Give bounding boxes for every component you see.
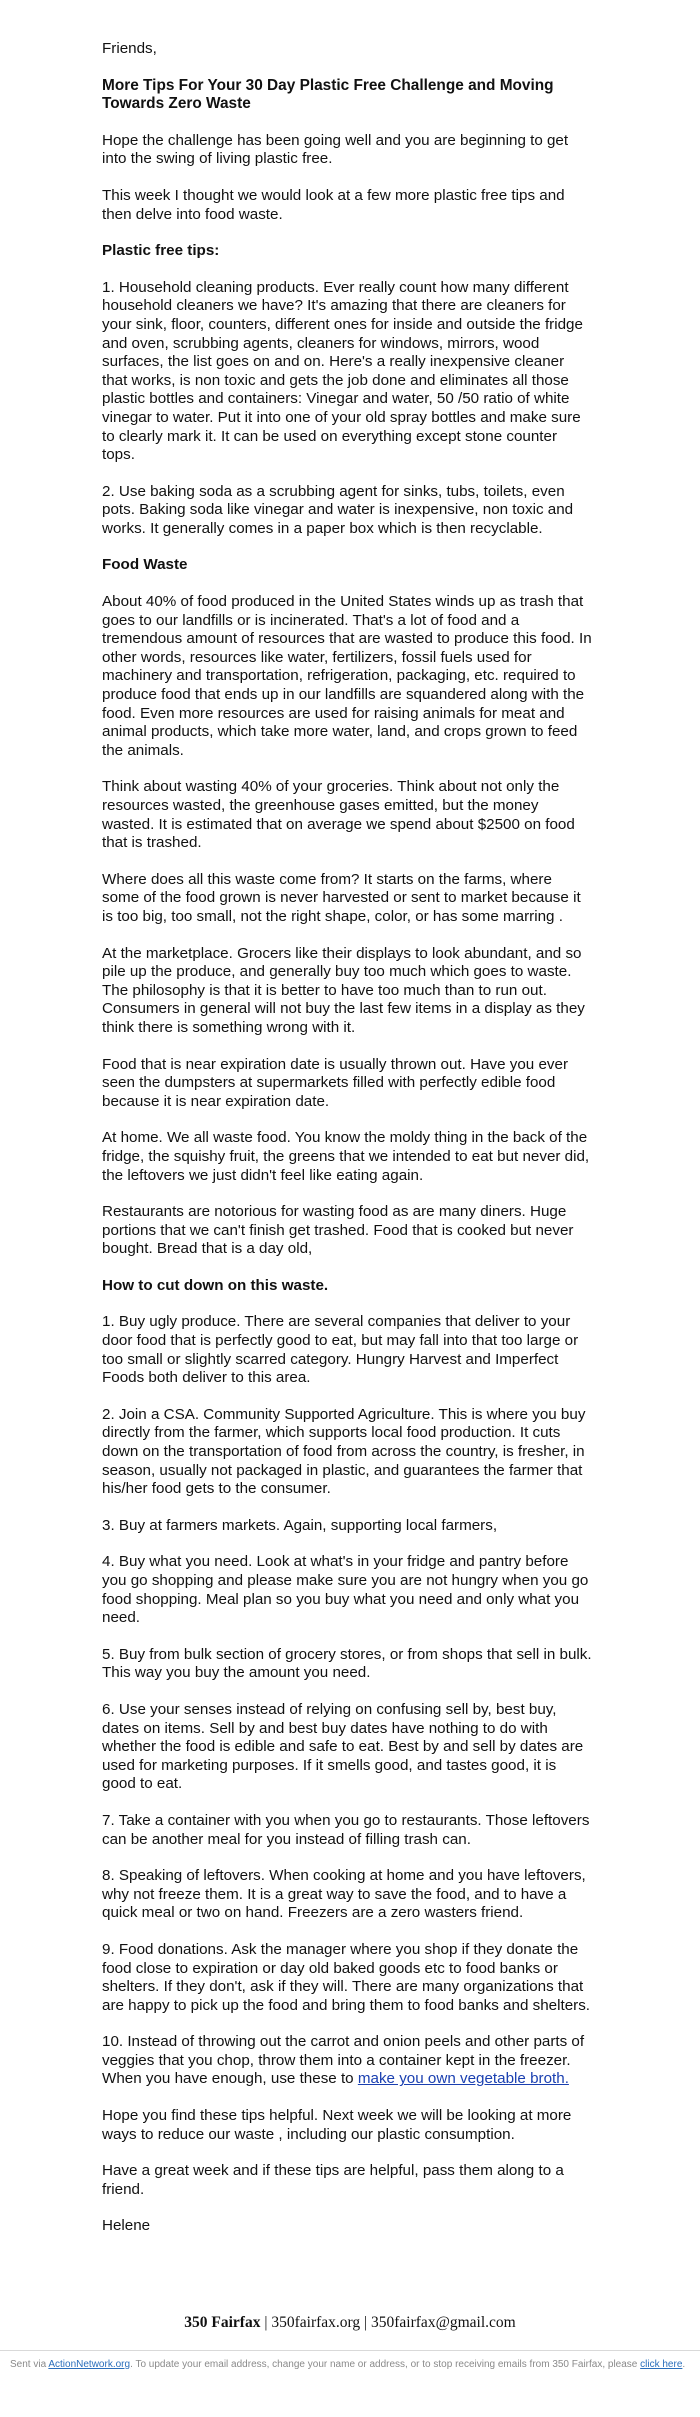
plastic-tip: 1. Household cleaning products. Ever really count how many different household cleaners we have? It's amazing that there are cleaners for your sink, floor, counters, different ones for inside and outside the fridge and oven, scrubbing agents, cleaners for windows, mirrors, wood surfaces, the list goes on and on. Here's a really inexpensive cleaner that works, is non toxic and gets the job done and eliminates all those plastic bottles and containers: Vinegar and water, 50 /50 ratio of white vinegar to water. Put it into one of your old spray bottles and make sure to clearly mark it. It can be used on everything except stone counter tops. [102,278,583,464]
org-email: 350fairfax@gmail.com [371,2314,516,2331]
unsubscribe-text: . To update your email address, change your name or address, or to stop receiving emails from 350 Fairfax, please [130,2359,641,2370]
intro-paragraph: Hope the challenge has been going well and you are beginning to get into the swing of living plastic free. [102,131,569,168]
food-waste-paragraph: Restaurants are notorious for wasting food as are many diners. Huge portions that we can't finish get trashed. Food that is cooked but never bought. Bread that is a day old, [102,1203,574,1258]
closing-paragraph: Have a great week and if these tips are helpful, pass them along to a friend. [102,2162,564,2198]
cut-waste-tip-10 [102,2033,592,2089]
sent-via-text: Sent via [10,2359,49,2370]
cut-waste-tip: 6. Use your senses instead of relying on confusing sell by, best buy, dates on items. Sell by and best buy dates have nothing to do with whether the food is edible and safe to eat. Best by and sell by dates are used for marketing purposes. If it smells good, and tastes good, it is good to eat. [102,1700,584,1793]
greeting: Friends, [102,40,157,57]
food-waste-paragraph: Think about wasting 40% of your groceries. Think about not only the resources wasted, the greenhouse gases emitted, but the money wasted. It is estimated that on average we spend about $2500 on food that is trashed. [102,778,575,852]
vegetable-broth-link[interactable]: make you own vegetable broth. [357,2070,569,2088]
food-waste-heading: Food Waste [102,556,188,574]
click-here-link[interactable]: click here [640,2359,683,2370]
org-name: 350 Fairfax [184,2314,261,2331]
plastic-tip: 2. Use baking soda as a scrubbing agent for sinks, tubs, toilets, even pots. Baking soda like vinegar and water is inexpensive, non toxic and works. It generally comes in a paper box which is then recyclable. [102,482,574,537]
org-website: 350fairfax.org [271,2314,361,2331]
food-waste-paragraph: About 40% of food produced in the United States winds up as trash that goes to our landfills or is incinerated. That's a lot of food and a tremendous amount of resources that are wasted to produce this food. In other words, resources like water, fertilizers, fossil fuels used for machinery and transportation, refrigeration, packaging, etc. required to produce food that ends up in our landfills are squandered along with the food. Even more resources are used for raising animals for meat and animal products, which take more water, land, and crops grown to feed the animals. [102,593,592,759]
food-waste-paragraph: At the marketplace. Grocers like their displays to look abundant, and so pile up the produce, and generally buy too much which goes to waste. The philosophy is that it is better to have too much than to run out. Consumers in general will not buy the last few items in a display as they think there is something wrong with it. [102,944,585,1036]
footer-separator: | [360,2314,372,2331]
cut-waste-tip: 7. Take a container with you when you go to restaurants. Those leftovers can be another meal for you instead of filling trash can. [102,1811,590,1848]
cut-waste-tip: 8. Speaking of leftovers. When cooking at home and you have leftovers, why not freeze them. It is a great way to save the food, and to have a quick meal or two on hand. Freezers are a zero wasters friend. [102,1867,586,1922]
actionnetwork-link[interactable]: ActionNetwork.org [48,2359,131,2370]
food-waste-paragraph: At home. We all waste food. You know the moldy thing in the back of the fridge, the squishy fruit, the greens that we intended to eat but never did, the leftovers we just didn't feel like eating again. [102,1129,590,1184]
footer-divider [0,2350,700,2351]
closing-paragraph: Hope you find these tips helpful. Next week we will be looking at more ways to reduce our waste , including our plastic consumption. [102,2107,572,2143]
footer-period: . [682,2359,686,2370]
org-footer [0,2314,700,2332]
cut-waste-tip: 2. Join a CSA. Community Supported Agriculture. This is where you buy directly from the farmer, which supports local food production. It cuts down on the transportation of food from across the country, is fresher, in season, usually not packaged in plastic, and guarantees the farmer that his/her food gets to the consumer. [102,1405,586,1498]
footer-separator: | [260,2314,272,2331]
cut-waste-tip-10-text: 10. Instead of throwing out the carrot and onion peels and other parts of veggies that you chop, throw them into a container kept in the freezer. When you have enough, use these to [102,2033,585,2088]
cut-waste-heading: How to cut down on this waste. [102,1276,329,1294]
cut-waste-tip: 1. Buy ugly produce. There are several companies that deliver to your door food that is perfectly good to eat, but may fall into that too large or too small or slightly scarred category. Hungry Harvest and Imperfect Foods both deliver to this area. [102,1313,579,1387]
cut-waste-tip: 9. Food donations. Ask the manager where you shop if they donate the food close to expiration or day old baked goods etc to food banks or shelters. If they don't, ask if they will. There are many organizations that are happy to pick up the food and bring them to food banks and shelters. [102,1940,591,2014]
cut-waste-tip: 4. Buy what you need. Look at what's in your fridge and pantry before you go shopping and please make sure you are not hungry when you go food shopping. Meal plan so you buy what you need and only what you need. [102,1553,589,1627]
plastic-tips-heading: Plastic free tips: [102,242,220,260]
food-waste-paragraph: Food that is near expiration date is usually thrown out. Have you ever seen the dumpsters at supermarkets filled with perfectly edible food because it is near expiration date. [102,1055,569,1110]
intro-paragraph: This week I thought we would look at a few more plastic free tips and then delve into food waste. [102,186,565,223]
signature: Helene [102,2217,151,2235]
system-footer [10,2358,692,2371]
email-title: More Tips For Your 30 Day Plastic Free Challenge and Moving Towards Zero Waste [102,76,554,113]
cut-waste-tip: 3. Buy at farmers markets. Again, supporting local farmers, [102,1516,498,1534]
cut-waste-tip: 5. Buy from bulk section of grocery stores, or from shops that sell in bulk. This way you buy the amount you need. [102,1645,592,1682]
email-body [102,0,592,2254]
food-waste-paragraph: Where does all this waste come from? It starts on the farms, where some of the food grown is never harvested or sent to market because it is too big, too small, not the right shape, color, or has some marring . [102,870,581,925]
